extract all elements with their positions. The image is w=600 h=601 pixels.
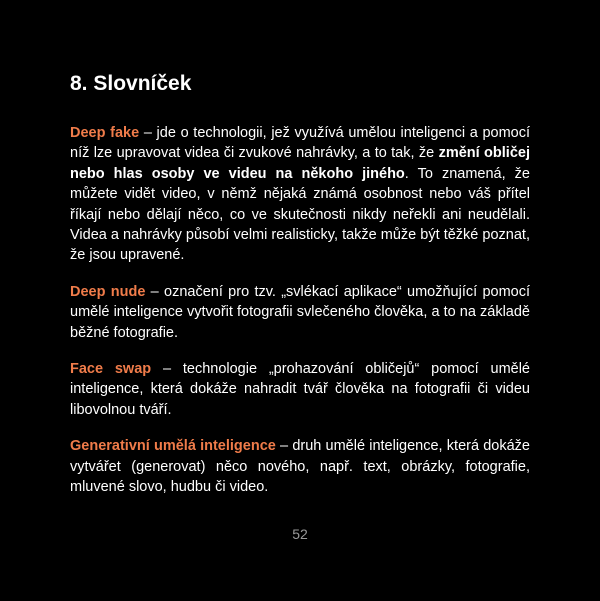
glossary-entry-generative-ai: [70, 436, 530, 497]
glossary-term: Face swap: [70, 361, 152, 378]
page-title: 8. Slovníček: [70, 72, 192, 95]
glossary-definition: – technologie „prohazování obličejů“ pomocí umělé inteligence, která dokáže nahradit tvář člověka na fotografii či videu libovolnou tváří.: [70, 361, 530, 418]
glossary-definition: – jde o technologii, jež využívá umělou inteligenci a pomocí níž lze upravovat videa či zvukové nahrávky, a to tak, že: [70, 125, 530, 162]
glossary-definition: – označení pro tzv. „svlékací aplikace“ umožňující pomocí umělé inteligence vytvořit fotografii svlečeného člověka, a to na základě běžné fotografie.: [70, 283, 530, 341]
glossary-definition: . To znamená, že můžete vidět video, v němž nějaká známá osobnost nebo váš přítel říkají nebo dělají něco, co ve skutečnosti nikdy neřekli ani neudělali. Videa a nahrávky působí velmi realisticky, takže může být těžké poznat, že jsou upravené.: [70, 165, 530, 264]
glossary-term: Deep fake: [70, 125, 140, 141]
glossary-term: Generativní umělá inteligence: [70, 438, 276, 455]
glossary-entry-face-swap: [70, 359, 530, 420]
glossary-definition-emphasis: změní obličej nebo hlas osoby ve videu na někoho jiného: [70, 145, 530, 182]
glossary-term: Deep nude: [70, 283, 146, 300]
glossary-entry-deep-fake: [70, 123, 530, 266]
glossary-entry-deep-nude: [70, 282, 530, 343]
glossary: [70, 123, 530, 514]
page-number: 52: [292, 526, 308, 542]
glossary-definition: – druh umělé inteligence, která dokáže vytvářet (generovat) něco nového, např. text, obrázky, fotografie, mluvené slovo, hudbu či video.: [70, 438, 530, 496]
